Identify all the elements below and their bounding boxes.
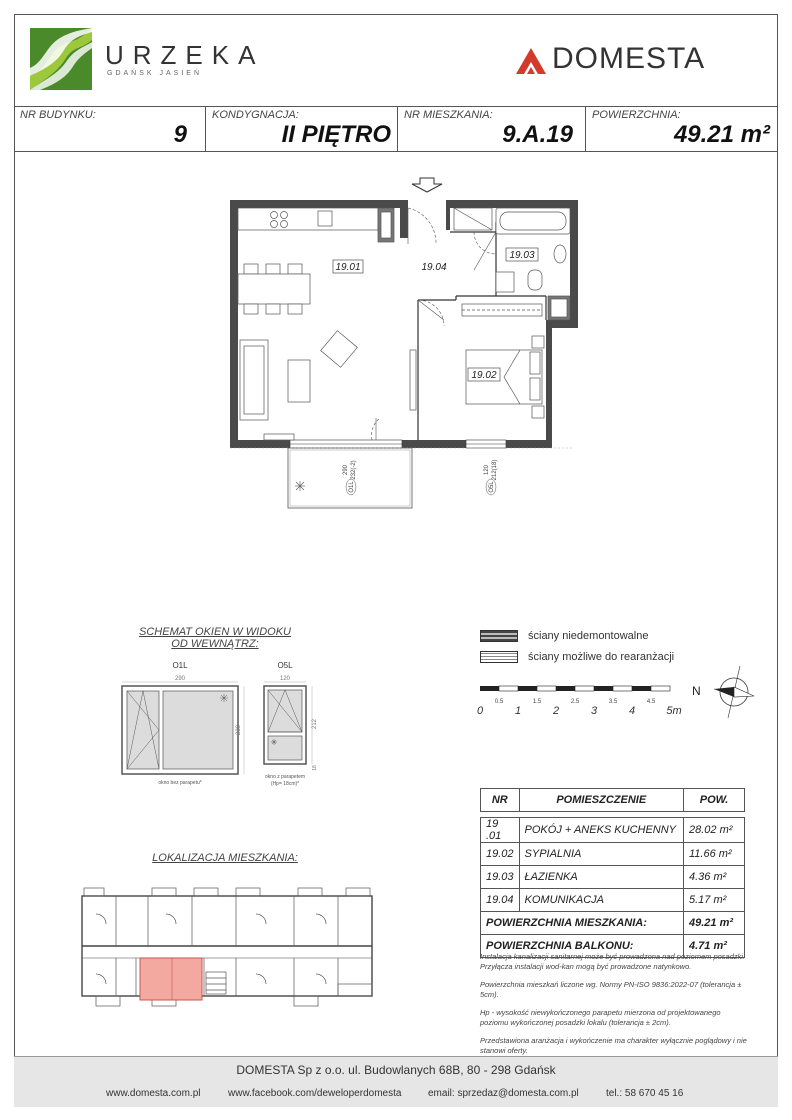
note-sewage: Instalacja kanalizacji sanitarnej może być prowadzona nad poziomem posadzki. Przyłącza instalacji wod-kan mogą być prowadzone natynkowo. <box>480 952 746 971</box>
o1l-height: 230 <box>236 724 242 736</box>
room-label-19-03: 19.03 <box>509 250 535 261</box>
room-nr: 19.04 <box>481 889 520 912</box>
floor-value: II PIĘTRO <box>281 121 391 148</box>
scale-major-2: 2 <box>552 705 560 717</box>
location-title: LOKALIZACJA MIESZKANIA: <box>152 852 298 864</box>
scale-minor-2-5: 2.5 <box>570 699 580 705</box>
window-o5l-dim-2: 212(18) <box>492 459 498 481</box>
footer <box>14 1056 778 1107</box>
room-label-19-02: 19.02 <box>471 370 497 381</box>
footer-phone: tel.: 58 670 45 16 <box>606 1088 684 1099</box>
room-name: POKÓJ + ANEKS KUCHENNY <box>519 818 683 843</box>
floor-label: KONDYGNACJA: <box>212 109 299 121</box>
table-row <box>481 889 745 912</box>
room-name: ŁAZIENKA <box>519 866 683 889</box>
table-row <box>481 843 745 866</box>
note-sill-height: Hp - wysokość niewykończonego parapetu mierzona od projektowanego poziomu wykończonej posadzki lokalu (tolerancja ± 2cm). <box>480 1008 721 1027</box>
window-o5l-drawing <box>264 686 306 764</box>
table-row <box>481 866 745 889</box>
window-code-o1l: O1L <box>349 481 355 493</box>
rooms-header-name: POMIESZCZENIE <box>519 789 683 812</box>
urzeka-wordmark: URZEKA <box>105 40 265 70</box>
rooms-header-area: POW. <box>684 789 745 812</box>
room-area: 11.66 m² <box>684 843 745 866</box>
note-area-standard: Powierzchnia mieszkań liczone wg. Normy PN-ISO 9836:2022-07 (tolerancja ± 5cm). <box>480 980 742 999</box>
building-cell <box>14 107 206 151</box>
o1l-note: okno bez parapetu* <box>158 780 202 786</box>
scale-minor-0-5: 0.5 <box>494 699 504 705</box>
north-label: N <box>692 684 701 698</box>
area-cell <box>586 107 778 151</box>
o1l-label: O1L <box>172 661 188 670</box>
windows-schema-title <box>130 626 300 650</box>
footer-website-link[interactable]: www.domesta.com.pl <box>106 1088 201 1099</box>
apartment-location-highlight <box>140 958 202 1000</box>
area-value: 49.21 m² <box>673 121 770 148</box>
room-area: 5.17 m² <box>684 889 745 912</box>
floor-plan <box>0 170 792 520</box>
scale-major-5m: 5m <box>666 705 682 717</box>
windows <box>290 440 506 448</box>
scale-major-1: 1 <box>514 705 522 717</box>
entrance-arrow-icon <box>412 178 442 192</box>
room-name: KOMUNIKACJA <box>519 889 683 912</box>
apartment-info-bar <box>14 106 778 152</box>
total-area-value: 49.21 m² <box>684 912 745 935</box>
area-label: POWIERZCHNIA: <box>592 109 681 121</box>
window-o5l-dim-1: 120 <box>484 464 490 476</box>
room-name: SYPIALNIA <box>519 843 683 866</box>
room-label-19-04: 19.04 <box>421 262 447 273</box>
o1l-width: 290 <box>174 676 186 682</box>
room-area: 28.02 m² <box>684 818 745 843</box>
doors <box>372 208 496 440</box>
window-o1l-dim-1: 290 <box>343 464 349 476</box>
living-furniture <box>240 331 416 440</box>
scale-minor-3-5: 3.5 <box>608 699 618 705</box>
window-o1l-dim-2: 232(-2) <box>351 460 357 480</box>
o5l-label: O5L <box>277 661 293 670</box>
walls <box>230 200 578 448</box>
room-nr: 19.03 <box>481 866 520 889</box>
apartment-cell <box>398 107 586 151</box>
total-area-row <box>481 912 745 935</box>
note-arrangement: Przedstawiona aranżacja i wykończenie ma charakter wyłącznie poglądowy i nie stanowi oferty. <box>480 1036 747 1055</box>
o5l-sill-height: 18 <box>312 765 318 771</box>
windows-schema-title-line1: SCHEMAT OKIEN W WIDOKU <box>139 626 291 638</box>
footer-facebook-link[interactable]: www.facebook.com/deweloperdomesta <box>228 1088 402 1099</box>
window-o1l-drawing <box>122 686 238 774</box>
windows-schema <box>110 658 330 798</box>
kitchen <box>238 208 394 242</box>
dining-table <box>238 264 310 314</box>
scale-minor-1-5: 1.5 <box>532 699 542 705</box>
domesta-logo-icon <box>516 48 546 74</box>
balcony-area-value: 4.71 m² <box>684 935 745 958</box>
location-map <box>76 884 382 1016</box>
window-code-o5l: O5L <box>489 481 495 493</box>
table-row <box>481 818 745 843</box>
scale-minor-4-5: 4.5 <box>646 699 656 705</box>
wardrobe <box>462 304 542 316</box>
floor-cell <box>206 107 398 151</box>
bathroom <box>454 208 570 320</box>
o5l-width: 120 <box>279 676 291 682</box>
urzeka-subtitle: GDAŃSK JASIEŃ <box>107 70 203 77</box>
o5l-note-2: (Hp= 18cm)* <box>270 781 300 787</box>
balcony <box>288 448 412 508</box>
legend-movable-walls-label: ściany możliwe do rearanżacji <box>528 651 675 663</box>
notes <box>480 952 750 1064</box>
o5l-note-1: okno z parapetem <box>264 774 306 780</box>
scale-bar <box>470 662 770 722</box>
north-arrow-icon <box>714 666 754 718</box>
legend-fixed-walls-swatch <box>480 630 518 642</box>
room-area: 4.36 m² <box>684 866 745 889</box>
apartment-label: NR MIESZKANIA: <box>404 109 493 121</box>
room-nr: 19.02 <box>481 843 520 866</box>
total-area-label: POWIERZCHNIA MIESZKANIA: <box>481 912 684 935</box>
scale-major-0: 0 <box>476 705 484 717</box>
apartment-value: 9.A.19 <box>502 121 573 148</box>
building-value: 9 <box>173 121 187 148</box>
windows-schema-title-line2: OD WEWNĄTRZ: <box>171 638 259 650</box>
footer-email-link[interactable]: email: sprzedaz@domesta.com.pl <box>428 1088 579 1099</box>
balcony-area-label: POWIERZCHNIA BALKONU: <box>481 935 684 958</box>
domesta-wordmark: DOMESTA <box>552 42 706 75</box>
footer-company: DOMESTA Sp z o.o. ul. Budowlanych 68B, 80 - 298 Gdańsk <box>236 1063 556 1077</box>
rooms-table <box>480 788 745 958</box>
rooms-header-nr: NR <box>481 789 520 812</box>
scale-major-4: 4 <box>628 705 636 717</box>
legend-fixed-walls-label: ściany niedemontowalne <box>528 630 649 642</box>
o5l-height: 212 <box>312 718 318 730</box>
scale-major-3: 3 <box>590 705 598 717</box>
room-nr: 19 .01 <box>481 818 520 843</box>
building-label: NR BUDYNKU: <box>20 109 96 121</box>
room-label-19-01: 19.01 <box>335 262 361 273</box>
